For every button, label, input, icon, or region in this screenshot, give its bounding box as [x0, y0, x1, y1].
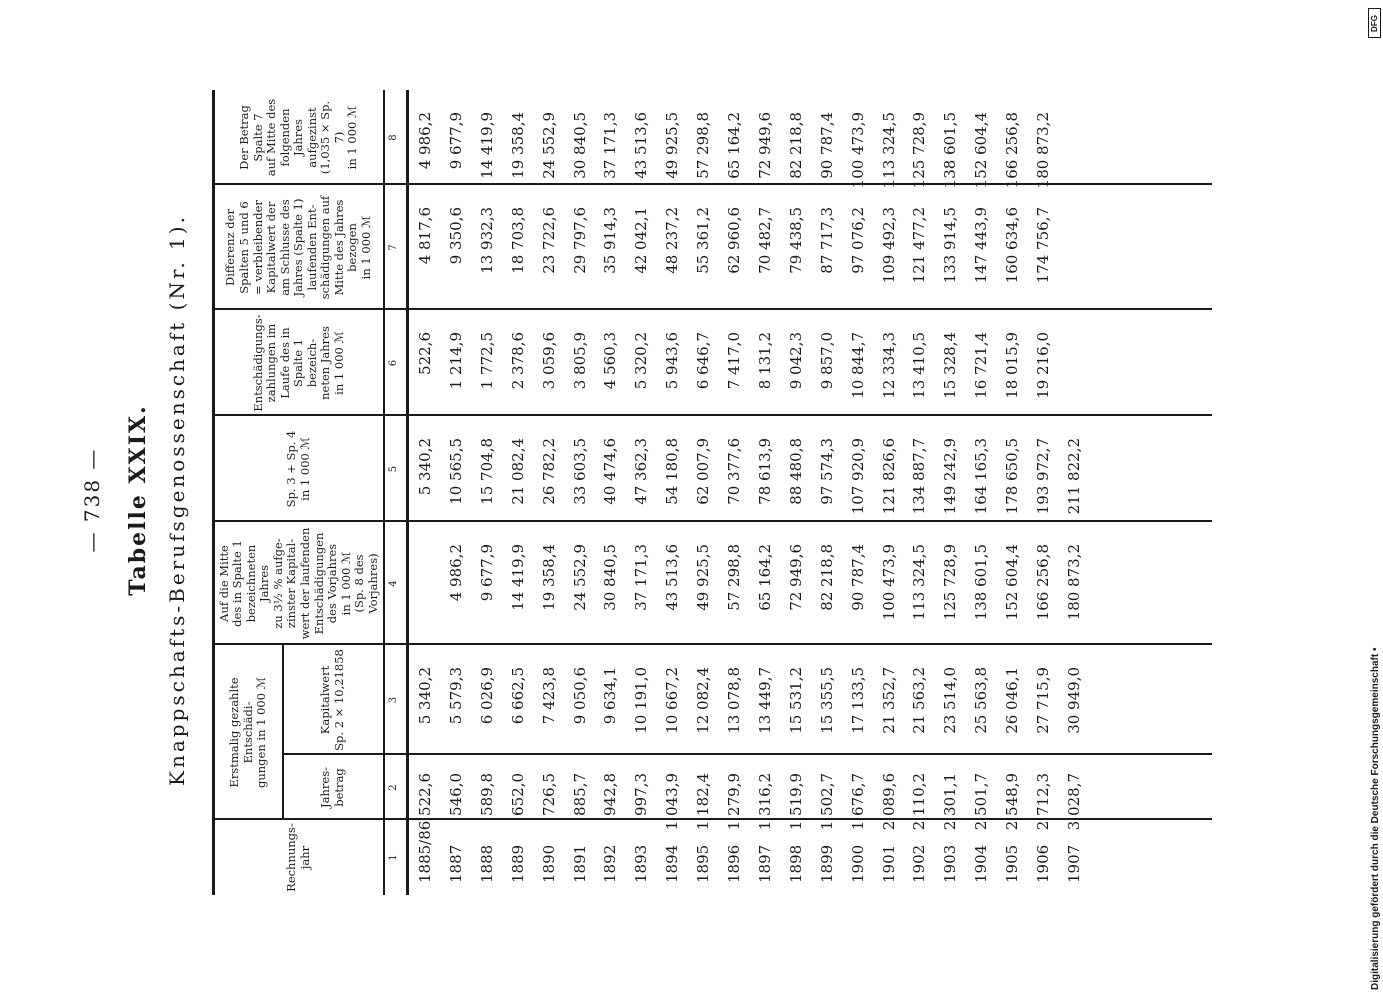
table-cell: 149 242,9	[941, 438, 960, 515]
table-cell: 100 473,9	[879, 544, 898, 621]
table-cell: 43 513,6	[663, 544, 682, 611]
table-cell: 14 419,9	[477, 112, 496, 179]
table-cell: 5 320,2	[632, 332, 651, 390]
table-cell: 2 089,6	[879, 773, 898, 831]
column-number: 1	[388, 854, 399, 861]
table-cell: 49 925,5	[663, 112, 682, 179]
table-cell: 125 728,9	[910, 112, 929, 189]
table-cell: 42 042,1	[632, 207, 651, 274]
year-cell: 1893	[632, 844, 651, 883]
table-title: Tabelle XXIX.	[125, 404, 151, 596]
table-cell: 9 857,0	[817, 332, 836, 390]
table-cell: 15 704,8	[477, 438, 496, 505]
table-cell: 3 805,9	[570, 332, 589, 390]
year-cell: 1903	[941, 844, 960, 883]
table-cell: 109 492,3	[879, 207, 898, 284]
table-cell: 4 817,6	[416, 207, 434, 265]
table-cell: 10 565,5	[446, 438, 465, 505]
table-cell: 166 256,8	[1003, 112, 1022, 189]
table-cell: 113 324,5	[910, 544, 929, 621]
table-cell: 193 972,7	[1034, 438, 1052, 515]
table-cell: 2 712,3	[1034, 773, 1052, 831]
table-cell: 107 920,9	[848, 438, 867, 515]
table-cell: 1 502,7	[817, 773, 836, 831]
table-cell: 23 514,0	[941, 667, 960, 734]
table-cell: 14 419,9	[508, 544, 527, 611]
year-cell: 1894	[663, 844, 682, 883]
table-cell: 43 513,6	[632, 112, 651, 179]
table-cell: 12 334,3	[879, 332, 898, 399]
digitization-text: Digitalisierung gefördert durch die Deutsche Forschungsgemeinschaft •	[1370, 647, 1381, 990]
table-cell: 180 873,2	[1064, 544, 1083, 621]
year-cell: 1896	[725, 844, 743, 883]
table-cell: 100 473,9	[848, 112, 867, 189]
table-cell: 160 634,6	[1003, 207, 1022, 284]
table-cell: 48 237,2	[663, 207, 682, 274]
table-cell: 72 949,6	[755, 112, 774, 179]
table-cell: 79 438,5	[786, 207, 805, 274]
table-cell: 19 358,4	[539, 544, 558, 611]
table-cell: 166 256,8	[1034, 544, 1052, 621]
table-cell: 65 164,2	[725, 112, 743, 179]
table-cell: 13 410,5	[910, 332, 929, 399]
year-cell: 1902	[910, 844, 929, 883]
year-cell: 1897	[755, 844, 774, 883]
table-cell: 113 324,5	[879, 112, 898, 189]
table-cell: 180 873,2	[1034, 112, 1052, 189]
table-cell: 35 914,3	[601, 207, 620, 274]
table-cell: 78 613,9	[755, 438, 774, 505]
table-cell: 90 787,4	[848, 544, 867, 611]
table-cell: 26 046,1	[1003, 667, 1022, 734]
table-cell: 2 548,9	[1003, 773, 1022, 831]
table-cell: 24 552,9	[570, 544, 589, 611]
column-number: 5	[388, 465, 399, 473]
table-cell: 12 082,4	[694, 667, 713, 734]
table-cell: 2 301,1	[941, 773, 960, 831]
table-subtitle: Knappschafts-Berufsgenossenschaft (Nr. 1).	[165, 214, 189, 786]
table-cell: 30 840,5	[601, 544, 620, 611]
table-cell: 138 601,5	[941, 112, 960, 189]
table-cell: 16 721,4	[972, 332, 991, 399]
table-cell: 5 340,2	[416, 438, 434, 496]
table-cell: 2 378,6	[508, 332, 527, 390]
column-number: 7	[388, 244, 399, 251]
table-cell: 997,3	[632, 773, 651, 816]
table-cell: 5 579,3	[446, 667, 465, 725]
table-cell: 726,5	[539, 773, 558, 816]
table-cell: 7 417,0	[725, 332, 743, 390]
table-cell: 57 298,8	[725, 544, 743, 611]
table-cell: 97 574,3	[817, 438, 836, 505]
table-cell: 2 110,2	[910, 773, 929, 831]
table-cell: 13 449,7	[755, 667, 774, 734]
table-cell: 1 043,9	[663, 773, 682, 831]
column-number: 2	[388, 784, 399, 791]
table-cell: 21 563,2	[910, 667, 929, 734]
column-number: 3	[388, 696, 399, 704]
table-cell: 1 182,4	[694, 773, 713, 831]
table-cell: 9 350,6	[446, 207, 465, 265]
table-cell: 13 932,3	[477, 207, 496, 274]
table-cell: 1 772,5	[477, 332, 496, 390]
table-cell: 211 822,2	[1064, 438, 1083, 515]
table-cell: 55 361,2	[694, 207, 713, 274]
table-cell: 37 171,3	[632, 544, 651, 611]
table-cell: 3 059,6	[539, 332, 558, 390]
table-cell: 47 362,3	[632, 438, 651, 505]
table-cell: 6 662,5	[508, 667, 527, 725]
table-cell: 178 650,5	[1003, 438, 1022, 515]
year-cell: 1895	[694, 844, 713, 883]
table-cell: 4 560,3	[601, 332, 620, 390]
table-cell: 4 986,2	[446, 544, 465, 602]
table-cell: 18 015,9	[1003, 332, 1022, 399]
table-cell: 26 782,2	[539, 438, 558, 505]
year-cell: 1905	[1003, 844, 1022, 883]
table-cell: 121 826,6	[879, 438, 898, 515]
table-cell: 65 164,2	[755, 544, 774, 611]
header-bottom-rule	[383, 90, 385, 895]
column-header-8: Der Betrag Spalte 7 auf Mitte des folgenden Jahres aufgezinst (1,035 × Sp. 7) in 1 000 ℳ	[236, 98, 360, 177]
year-cell: 1898	[786, 844, 805, 883]
table-cell: 9 042,3	[786, 332, 805, 390]
year-cell: 1906	[1034, 844, 1052, 883]
column-group-header: Erstmalig gezahlte Entschädi- gungen in 1 000 ℳ	[227, 676, 269, 789]
table-cell: 133 914,5	[941, 207, 960, 284]
table-cell: 152 604,4	[1003, 544, 1022, 621]
digitization-note	[1368, 0, 1383, 1000]
year-cell: 1888	[477, 844, 496, 883]
table-cell: 4 986,2	[416, 112, 434, 170]
year-cell: 1885/86	[416, 820, 434, 883]
table-cell: 15 355,5	[817, 667, 836, 734]
table-cell: 522,6	[416, 332, 434, 375]
year-cell: 1890	[539, 844, 558, 883]
table-cell: 125 728,9	[941, 544, 960, 621]
year-cell: 1891	[570, 844, 589, 883]
table-cell: 10 844,7	[848, 332, 867, 399]
table-cell: 174 756,7	[1034, 207, 1052, 284]
table-cell: 147 443,9	[972, 207, 991, 284]
table-cell: 19 358,4	[508, 112, 527, 179]
table-cell: 15 531,2	[786, 667, 805, 734]
table-cell: 138 601,5	[972, 544, 991, 621]
table-cell: 82 218,8	[786, 112, 805, 179]
table-cell: 82 218,8	[817, 544, 836, 611]
table-cell: 25 563,8	[972, 667, 991, 734]
table-cell: 15 328,4	[941, 332, 960, 399]
column-number: 6	[388, 359, 399, 367]
table-cell: 589,8	[477, 773, 496, 816]
table-cell: 19 216,0	[1034, 332, 1052, 399]
table-cell: 13 078,8	[725, 667, 743, 734]
table-cell: 21 082,4	[508, 438, 527, 505]
table-cell: 37 171,3	[601, 112, 620, 179]
table-cell: 8 131,2	[755, 332, 774, 390]
table-cell: 70 482,7	[755, 207, 774, 274]
table-cell: 164 165,3	[972, 438, 991, 515]
table-cell: 10 191,0	[632, 667, 651, 734]
table-cell: 33 603,5	[570, 438, 589, 505]
table-cell: 29 797,6	[570, 207, 589, 274]
table-cell: 54 180,8	[663, 438, 682, 505]
year-cell: 1892	[601, 844, 620, 883]
table-cell: 27 715,9	[1034, 667, 1052, 734]
table-cell: 10 667,2	[663, 667, 682, 734]
table-cell: 134 887,7	[910, 438, 929, 515]
year-cell: 1901	[879, 844, 898, 883]
table-cell: 49 925,5	[694, 544, 713, 611]
table-cell: 1 279,9	[725, 773, 743, 831]
table-cell: 652,0	[508, 773, 527, 816]
table-cell: 1 316,2	[755, 773, 774, 831]
table-cell: 88 480,8	[786, 438, 805, 505]
table-cell: 9 634,1	[601, 667, 620, 725]
table-cell: 1 519,9	[786, 773, 805, 831]
column-header-6: Entschädigungs- zahlungen im Laufe des in Spalte 1 bezeich- neten Jahres in 1 000 ℳ	[250, 314, 346, 412]
year-cell: 1899	[817, 844, 836, 883]
page-number: — 738 —	[80, 447, 104, 553]
table-cell: 30 949,0	[1064, 667, 1083, 734]
year-cell: 1907	[1064, 844, 1083, 883]
table-cell: 3 028,7	[1064, 773, 1083, 831]
table-cell: 21 352,7	[879, 667, 898, 734]
colnum-bottom-rule	[406, 90, 409, 895]
table-cell: 57 298,8	[694, 112, 713, 179]
table-cell: 70 377,6	[725, 438, 743, 505]
table-cell: 24 552,9	[539, 112, 558, 179]
table-cell: 9 677,9	[477, 544, 496, 602]
table-cell: 30 840,5	[570, 112, 589, 179]
year-cell: 1904	[972, 844, 991, 883]
table-cell: 72 949,6	[786, 544, 805, 611]
column-header-3: Kapitalwert Sp. 2 × 10,21858	[317, 649, 346, 751]
year-cell: 1887	[446, 844, 465, 883]
table-cell: 5 340,2	[416, 667, 434, 725]
table-cell: 7 423,8	[539, 667, 558, 725]
table-cell: 97 076,2	[848, 207, 867, 274]
table-cell: 885,7	[570, 773, 589, 816]
table-cell: 90 787,4	[817, 112, 836, 179]
table-cell: 2 501,7	[972, 773, 991, 831]
table-cell: 6 646,7	[694, 332, 713, 390]
table-cell: 9 050,6	[570, 667, 589, 725]
column-number: 8	[388, 134, 399, 141]
table-cell: 87 717,3	[817, 207, 836, 274]
year-cell: 1900	[848, 844, 867, 883]
table-cell: 6 026,9	[477, 667, 496, 725]
column-rule	[282, 754, 1212, 756]
year-cell: 1889	[508, 844, 527, 883]
column-header-2: Jahres- betrag	[317, 767, 346, 808]
table-cell: 62 960,6	[725, 207, 743, 274]
table-cell: 522,6	[416, 773, 434, 816]
table-cell: 121 477,2	[910, 207, 929, 284]
table-cell: 17 133,5	[848, 667, 867, 734]
table-cell: 40 474,6	[601, 438, 620, 505]
column-number: 4	[388, 580, 399, 587]
column-header-4: Auf die Mitte des in Spalte 1 bezeichneten Jahres zu 3½ % aufge- zinster Kapital- wert der laufenden Entschädigungen des Vorjahres in 1 000 ℳ (Sp. 8 des Vorjahres)	[216, 527, 380, 640]
table-cell: 546,0	[446, 773, 465, 816]
table-cell: 18 703,8	[508, 207, 527, 274]
table-cell: 5 943,6	[663, 332, 682, 390]
column-header-7: Differenz der Spalten 5 und 6 = verbleibender Kapitalwert der am Schlusse des Jahres (Spalte 1) laufenden Ent- schädigungen auf Mitte des Jahres bezogen in 1 000 ℳ	[223, 195, 374, 300]
dfg-logo: DFG	[1368, 8, 1381, 38]
column-header-5: Sp. 3 + Sp. 4 in 1 000 ℳ	[284, 430, 312, 508]
table-cell: 62 007,9	[694, 438, 713, 505]
table-cell: 152 604,4	[972, 112, 991, 189]
column-header-1: Rechnungs- jahr	[284, 823, 312, 892]
table-cell: 1 676,7	[848, 773, 867, 831]
table-cell: 942,8	[601, 773, 620, 816]
table-cell: 9 677,9	[446, 112, 465, 170]
table-cell: 23 722,6	[539, 207, 558, 274]
table-cell: 1 214,9	[446, 332, 465, 390]
